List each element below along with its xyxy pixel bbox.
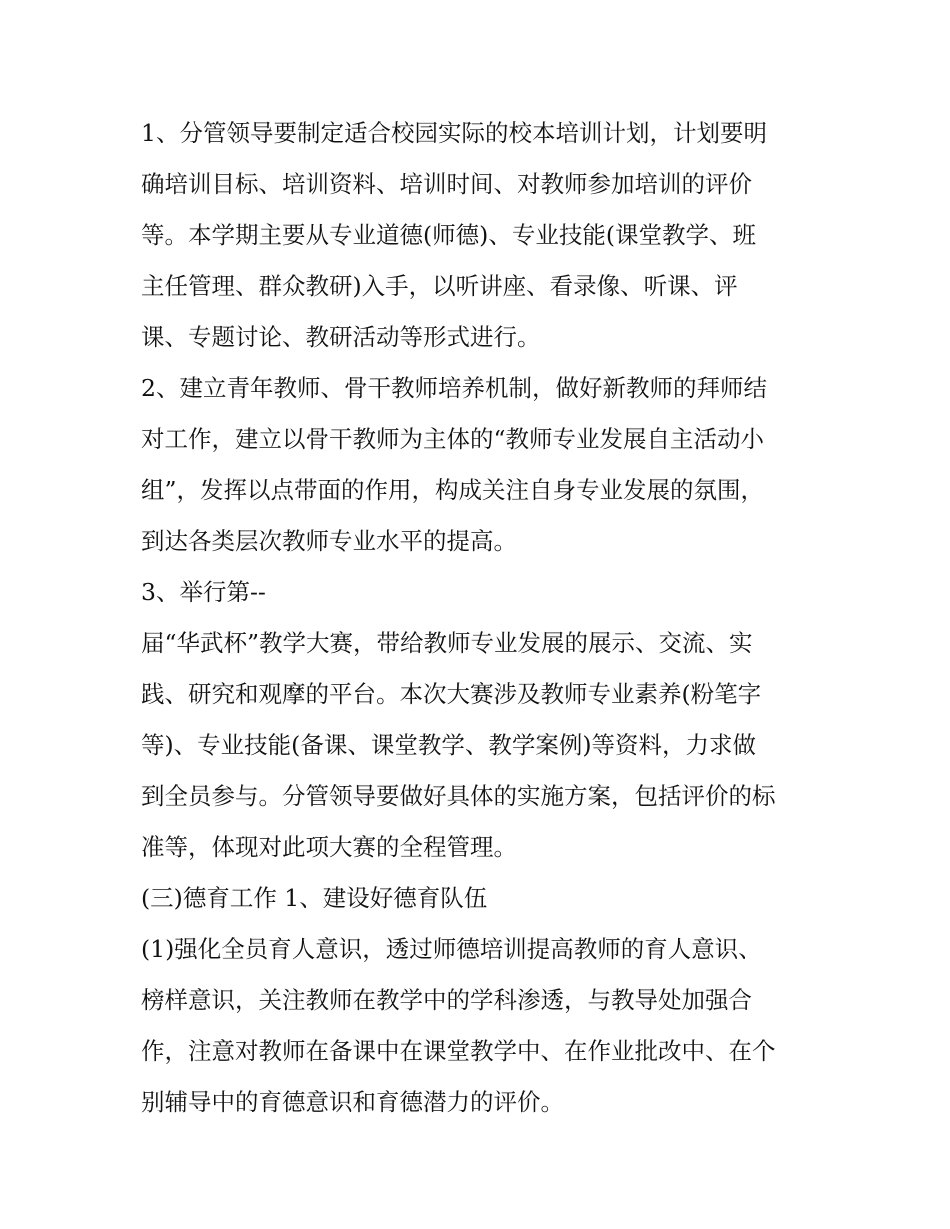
text-line: (1)强化全员育人意识，透过师德培训提高教师的育人意识、 (141, 935, 762, 963)
text-line: 课、专题讨论、教研活动等形式进行。 (141, 323, 541, 351)
text-line: 1、分管领导要制定适合校园实际的校本培训计划，计划要明 (141, 119, 767, 147)
text-line: 组”，发挥以点带面的作用，构成关注自身专业发展的氛围， (141, 476, 765, 504)
text-line: 到全员参与。分管领导要做好具体的实施方案，包括评价的标 (141, 782, 776, 810)
text-line: 3、举行第-- (141, 578, 266, 606)
text-line: (三)德育工作 1、建设好德育队伍 (141, 884, 488, 912)
paragraph-contest-heading (141, 567, 821, 618)
text-line: 别辅导中的育德意识和育德潜力的评价。 (141, 1088, 564, 1116)
text-line: 等。本学期主要从专业道德(师德)、专业技能(课堂教学、班 (141, 221, 757, 249)
text-line: 等)、专业技能(备课、课堂教学、教学案例)等资料，力求做 (141, 731, 757, 759)
text-line: 2、建立青年教师、骨干教师培养机制，做好新教师的拜师结 (141, 374, 767, 402)
paragraph-teacher-mechanism (141, 363, 821, 567)
text-line: 践、研究和观摩的平台。本次大赛涉及教师专业素养(粉笔字 (141, 680, 762, 708)
text-line: 到达各类层次教师专业水平的提高。 (141, 527, 517, 555)
paragraph-moral-education-heading (141, 873, 821, 924)
text-line: 准等，体现对此项大赛的全程管理。 (141, 833, 517, 861)
document-body (141, 108, 821, 1128)
paragraph-training-plan (141, 108, 821, 363)
text-line: 届“华武杯”教学大赛，带给教师专业发展的展示、交流、实 (141, 629, 753, 657)
text-line: 榜样意识，关注教师在教学中的学科渗透，与教导处加强合 (141, 986, 752, 1014)
paragraph-contest-details (141, 618, 821, 873)
text-line: 确培训目标、培训资料、培训时间、对教师参加培训的评价 (141, 170, 752, 198)
text-line: 对工作，建立以骨干教师为主体的“教师专业发展自主活动小 (141, 425, 765, 453)
text-line: 作，注意对教师在备课中在课堂教学中、在作业批改中、在个 (141, 1037, 776, 1065)
paragraph-moral-education-awareness (141, 924, 821, 1128)
text-line: 主任管理、群众教研)入手，以听讲座、看录像、听课、评 (141, 272, 738, 300)
